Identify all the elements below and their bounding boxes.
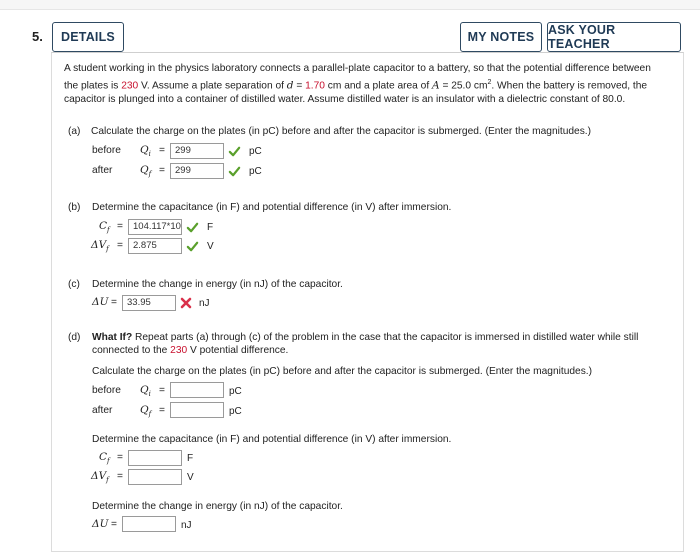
charge-unit: pC (249, 166, 262, 177)
part-d-charge-prompt: Calculate the charge on the plates (in pC) before and after the capacitor is submerged. (Enter the magnitudes.) (92, 366, 593, 377)
energy-unit: nJ (199, 298, 210, 309)
energy-input[interactable]: 33.95 (122, 295, 176, 311)
voltage-value: 230 (170, 345, 188, 356)
charge-unit: pC (229, 386, 242, 397)
after-label: after (92, 165, 113, 176)
problem-statement (64, 62, 664, 107)
equals-sign: = (293, 80, 306, 92)
qf-symbol: $Q_f$ (140, 164, 152, 179)
d-before-charge-input[interactable] (170, 382, 224, 398)
problem-text-2: V. Assume a plate separation of (138, 80, 287, 92)
potential-difference-input[interactable]: 2.875 (128, 238, 182, 254)
du-symbol: ΔU (92, 296, 109, 308)
check-icon (228, 145, 241, 158)
equals-sign: = (111, 519, 117, 530)
d-potential-difference-input[interactable] (128, 469, 182, 485)
d-symbol: d (286, 79, 294, 92)
part-d-prompt-line-1 (92, 332, 638, 343)
potential-unit: V (207, 241, 214, 252)
after-label: after (92, 405, 113, 416)
energy-unit: nJ (181, 520, 192, 531)
dv-symbol: $\Delta V_f$ (91, 239, 109, 254)
area-exponent: 2 (487, 79, 492, 86)
check-icon (186, 240, 199, 253)
check-icon (228, 165, 241, 178)
part-a-label: (a) (68, 126, 81, 137)
cross-icon (180, 297, 192, 309)
capacitance-unit: F (187, 453, 194, 464)
what-if-label: What If? (92, 332, 133, 343)
before-label: before (92, 145, 121, 156)
equals-sign: = (159, 165, 165, 176)
before-label: before (92, 385, 121, 396)
part-d-label: (d) (68, 332, 81, 343)
part-d-prompt-line-2: connected to the 230 V potential difference. (92, 345, 289, 356)
after-charge-input[interactable]: 299 (170, 163, 224, 179)
voltage-value: 230 (121, 80, 139, 92)
a-symbol: A (432, 79, 440, 92)
du-symbol: ΔU (92, 518, 109, 530)
equals-sign: = (111, 297, 117, 308)
check-icon (186, 221, 199, 234)
potential-unit: V (187, 472, 194, 483)
capacitance-input[interactable]: 104.117*10 (128, 219, 182, 235)
separation-value: 1.70 (305, 80, 325, 92)
charge-unit: pC (229, 406, 242, 417)
problem-text-3: cm and a plate area of (324, 80, 433, 92)
equals-sign: = (117, 471, 123, 482)
cf-symbol: $C_f$ (99, 451, 110, 466)
dv-symbol: $\Delta V_f$ (91, 470, 109, 485)
equals-sign: = (159, 385, 165, 396)
before-charge-input[interactable]: 299 (170, 143, 224, 159)
part-d-energy-prompt: Determine the change in energy (in nJ) of the capacitor. (92, 501, 343, 512)
part-d-capacitance-prompt: Determine the capacitance (in F) and potential difference (in V) after immersion. (92, 434, 452, 445)
equals-sign: = (159, 405, 165, 416)
part-b-label: (b) (68, 202, 81, 213)
part-d-prompt-text: Repeat parts (a) through (c) of the problem in the case that the capacitor is immersed in distilled water while still (132, 332, 639, 343)
cf-symbol: $C_f$ (99, 220, 110, 235)
problem-text-4: . When the battery is removed, the capacitor is plunged into a container of distilled water. Assume distilled water is an insulator with a dielectric constant of 80.0. (64, 80, 648, 106)
equals-sign: = (117, 240, 123, 251)
details-button[interactable]: DETAILS (52, 22, 124, 52)
part-b-prompt: Determine the capacitance (in F) and potential difference (in V) after immersion. (92, 202, 452, 213)
equals-sign: = (159, 145, 165, 156)
d-after-charge-input[interactable] (170, 402, 224, 418)
part-c-prompt: Determine the change in energy (in nJ) of the capacitor. (92, 279, 343, 290)
top-strip (0, 0, 700, 10)
d-capacitance-input[interactable] (128, 450, 182, 466)
charge-unit: pC (249, 146, 262, 157)
problem-text-1: A student working in the physics laboratory connects a parallel-plate capacitor to a battery, so that the potential difference between the plates is (64, 63, 651, 92)
my-notes-button[interactable]: MY NOTES (460, 22, 542, 52)
ask-your-teacher-button[interactable]: ASK YOUR TEACHER (547, 22, 681, 52)
question-number: 5. (32, 29, 43, 44)
qi-symbol: $Q_i$ (140, 144, 151, 159)
equals-sign: = (117, 452, 123, 463)
part-c-label: (c) (68, 279, 80, 290)
qi-symbol: $Q_i$ (140, 384, 151, 399)
area-value: = 25.0 cm (439, 80, 488, 92)
capacitance-unit: F (207, 222, 214, 233)
d-energy-input[interactable] (122, 516, 176, 532)
qf-symbol: $Q_f$ (140, 404, 152, 419)
part-a-prompt: Calculate the charge on the plates (in pC) before and after the capacitor is submerged. (Enter the magnitudes.) (91, 126, 592, 137)
equals-sign: = (117, 221, 123, 232)
